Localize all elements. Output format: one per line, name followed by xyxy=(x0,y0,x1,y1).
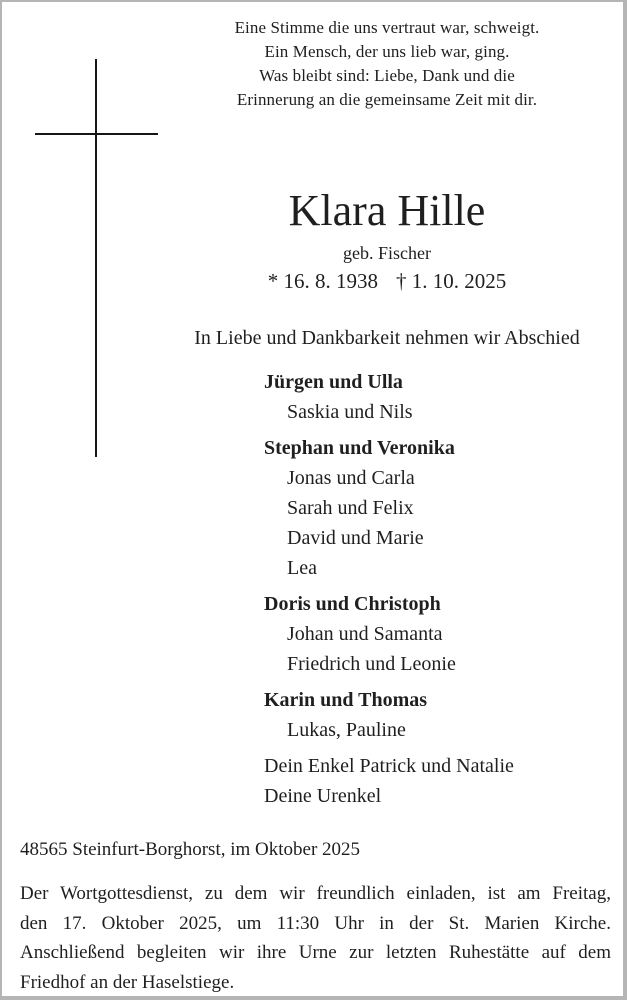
family-group-head: Stephan und Veronika xyxy=(264,437,455,459)
family-group-member: Lea xyxy=(287,557,317,579)
birth-date: * 16. 8. 1938 xyxy=(267,269,378,293)
life-dates xyxy=(112,268,627,294)
poem-line-1: Eine Stimme die uns vertraut war, schweigt. xyxy=(234,18,540,37)
death-date: † 1. 10. 2025 xyxy=(396,269,507,293)
service-line-3: Anschließend begleiten wir ihre Urne zur letzten Ruhestätte auf dem xyxy=(20,942,611,963)
family-group xyxy=(264,433,594,583)
closing-line-2: Deine Urenkel xyxy=(264,785,382,807)
poem-line-2: Ein Mensch, der uns lieb war, ging. xyxy=(264,42,510,61)
service-line-1: Der Wortgottesdienst, zu dem wir freundlich einladen, ist am Freitag, xyxy=(20,883,611,904)
family-group-member: David und Marie xyxy=(287,527,424,549)
family-group-member: Jonas und Carla xyxy=(287,467,415,489)
family-group xyxy=(264,367,594,427)
maiden-name: geb. Fischer xyxy=(343,243,431,263)
mourners-list xyxy=(264,367,594,817)
poem-line-4: Erinnerung an die gemeinsame Zeit mit dir. xyxy=(236,90,538,109)
family-group-member: Johan und Samanta xyxy=(287,623,443,645)
memorial-poem xyxy=(112,16,627,112)
family-group-member: Sarah und Felix xyxy=(287,497,414,519)
place-and-date: 48565 Steinfurt-Borghorst, im Oktober 2025 xyxy=(20,839,361,860)
farewell-intro: In Liebe und Dankbarkeit nehmen wir Abschied xyxy=(194,327,580,349)
cross-horizontal-bar xyxy=(35,133,158,135)
family-group-head: Karin und Thomas xyxy=(264,689,428,711)
poem-line-3: Was bleibt sind: Liebe, Dank und die xyxy=(259,66,515,85)
family-group xyxy=(264,589,594,679)
family-group xyxy=(264,685,594,745)
service-announcement xyxy=(20,879,611,997)
family-group-member: Friedrich und Leonie xyxy=(287,653,456,675)
family-group-head: Doris und Christoph xyxy=(264,593,441,615)
cross-vertical-bar xyxy=(95,59,97,457)
family-group-member: Saskia und Nils xyxy=(287,401,413,423)
deceased-name: Klara Hille xyxy=(288,186,486,235)
family-closing xyxy=(264,751,594,811)
closing-line-1: Dein Enkel Patrick und Natalie xyxy=(264,755,514,777)
service-line-4: Friedhof an der Haselstiege. xyxy=(20,971,235,993)
family-group-member: Lukas, Pauline xyxy=(287,719,406,741)
service-line-2: den 17. Oktober 2025, um 11:30 Uhr in der St. Marien Kirche. xyxy=(20,912,611,934)
family-group-head: Jürgen und Ulla xyxy=(264,371,403,393)
